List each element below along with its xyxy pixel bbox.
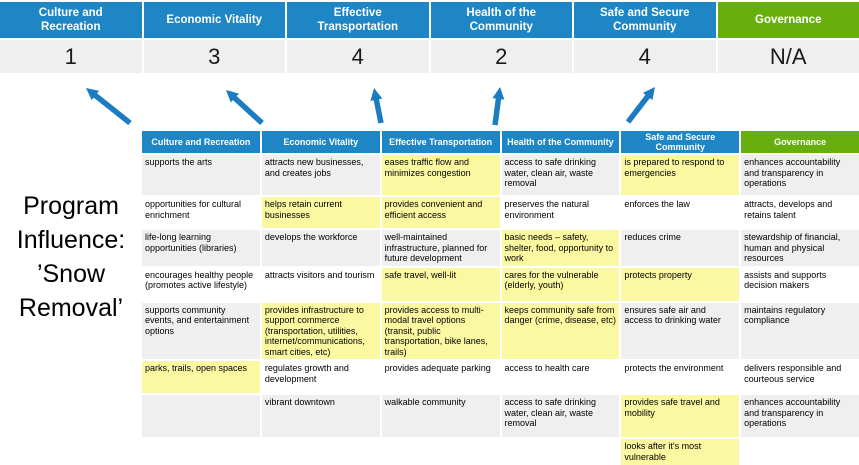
table-cell: access to safe drinking water, clean air, waste removal (502, 155, 620, 195)
table-cell: maintains regulatory compliance (741, 303, 859, 360)
banner-economic-vitality: Economic Vitality (144, 2, 286, 38)
table-cell: well-maintained infrastructure, planned for future development (382, 230, 500, 266)
banner-health-of-the-community: Health of the Community (431, 2, 573, 38)
table-cell (502, 439, 620, 465)
up-arrow-icon (370, 88, 382, 123)
banner-culture-and-recreation: Culture and Recreation (0, 2, 142, 38)
table-cell: life-long learning opportunities (libraries) (142, 230, 260, 266)
table-cell: provides adequate parking (382, 361, 500, 393)
table-cell: ensures safe air and access to drinking water (621, 303, 739, 360)
table-cell: access to safe drinking water, clean air, waste removal (502, 395, 620, 437)
up-arrow-icon (226, 90, 262, 123)
score-culture-and-recreation: 1 (0, 40, 142, 73)
table-cell: looks after it's most vulnerable (621, 439, 739, 465)
table-cell: attracts visitors and tourism (262, 268, 380, 301)
table-cell: supports the arts (142, 155, 260, 195)
matrix-header-effective-transportation: Effective Transportation (382, 131, 500, 153)
table-cell (142, 439, 260, 465)
table-cell: preserves the natural environment (502, 197, 620, 228)
category-banner (0, 2, 859, 38)
table-cell: helps retain current businesses (262, 197, 380, 228)
table-cell: enhances accountability and transparency in operations (741, 155, 859, 195)
table-cell: keeps community safe from danger (crime, disease, etc) (502, 303, 620, 360)
table-cell: protects the environment (621, 361, 739, 393)
table-cell: vibrant downtown (262, 395, 380, 437)
table-cell (142, 395, 260, 437)
table-cell: safe travel, well-lit (382, 268, 500, 301)
table-cell: protects property (621, 268, 739, 301)
table-cell (741, 439, 859, 465)
table-cell: develops the workforce (262, 230, 380, 266)
up-arrow-icon (86, 88, 130, 123)
table-cell: eases traffic flow and minimizes congestion (382, 155, 500, 195)
table-cell: is prepared to respond to emergencies (621, 155, 739, 195)
matrix-header-safe-and-secure-community: Safe and Secure Community (621, 131, 739, 153)
title-line: Influence: (16, 226, 126, 254)
score-effective-transportation: 4 (287, 40, 429, 73)
table-cell (382, 439, 500, 465)
table-cell (262, 439, 380, 465)
table-cell: provides infrastructure to support commerce (transportation, utilities, internet/communications, smart cities, etc) (262, 303, 380, 360)
table-cell: assists and supports decision makers (741, 268, 859, 301)
table-cell: encourages healthy people (promotes active lifestyle) (142, 268, 260, 301)
table-cell: walkable community (382, 395, 500, 437)
table-cell: attracts new businesses, and creates jobs (262, 155, 380, 195)
matrix-header-economic-vitality: Economic Vitality (262, 131, 380, 153)
table-cell: cares for the vulnerable (elderly, youth) (502, 268, 620, 301)
score-safe-and-secure-community: 4 (574, 40, 716, 73)
table-cell: provides convenient and efficient access (382, 197, 500, 228)
table-cell: access to health care (502, 361, 620, 393)
table-cell: enhances accountability and transparency in operations (741, 395, 859, 437)
table-cell: supports community events, and entertainment options (142, 303, 260, 360)
table-cell: attracts, develops and retains talent (741, 197, 859, 228)
up-arrow-icon (492, 87, 504, 125)
title-line: ’Snow (36, 260, 106, 288)
program-influence-matrix (142, 131, 859, 465)
matrix-header-culture-and-recreation: Culture and Recreation (142, 131, 260, 153)
banner-effective-transportation: Effective Transportation (287, 2, 429, 38)
score-health-of-the-community: 2 (431, 40, 573, 73)
table-cell: reduces crime (621, 230, 739, 266)
table-cell: opportunities for cultural enrichment (142, 197, 260, 228)
matrix-header-health-of-the-community: Health of the Community (502, 131, 620, 153)
table-cell: regulates growth and development (262, 361, 380, 393)
table-cell: provides access to multi-modal travel options (transit, public transportation, bike lanes, trails) (382, 303, 500, 360)
table-cell: basic needs – safety, shelter, food, opportunity to work (502, 230, 620, 266)
score-governance: N/A (718, 40, 859, 73)
title-line: Removal’ (18, 294, 124, 322)
table-cell: enforces the law (621, 197, 739, 228)
program-influence-title (0, 189, 142, 325)
table-cell: delivers responsible and courteous service (741, 361, 859, 393)
score-strip (0, 40, 859, 73)
banner-safe-and-secure-community: Safe and Secure Community (574, 2, 716, 38)
table-cell: stewardship of financial, human and physical resources (741, 230, 859, 266)
matrix-header-governance: Governance (741, 131, 859, 153)
score-economic-vitality: 3 (144, 40, 286, 73)
up-arrow-icon (628, 87, 655, 122)
table-cell: parks, trails, open spaces (142, 361, 260, 393)
title-line: Program (23, 192, 119, 220)
banner-governance: Governance (718, 2, 859, 38)
table-cell: provides safe travel and mobility (621, 395, 739, 437)
